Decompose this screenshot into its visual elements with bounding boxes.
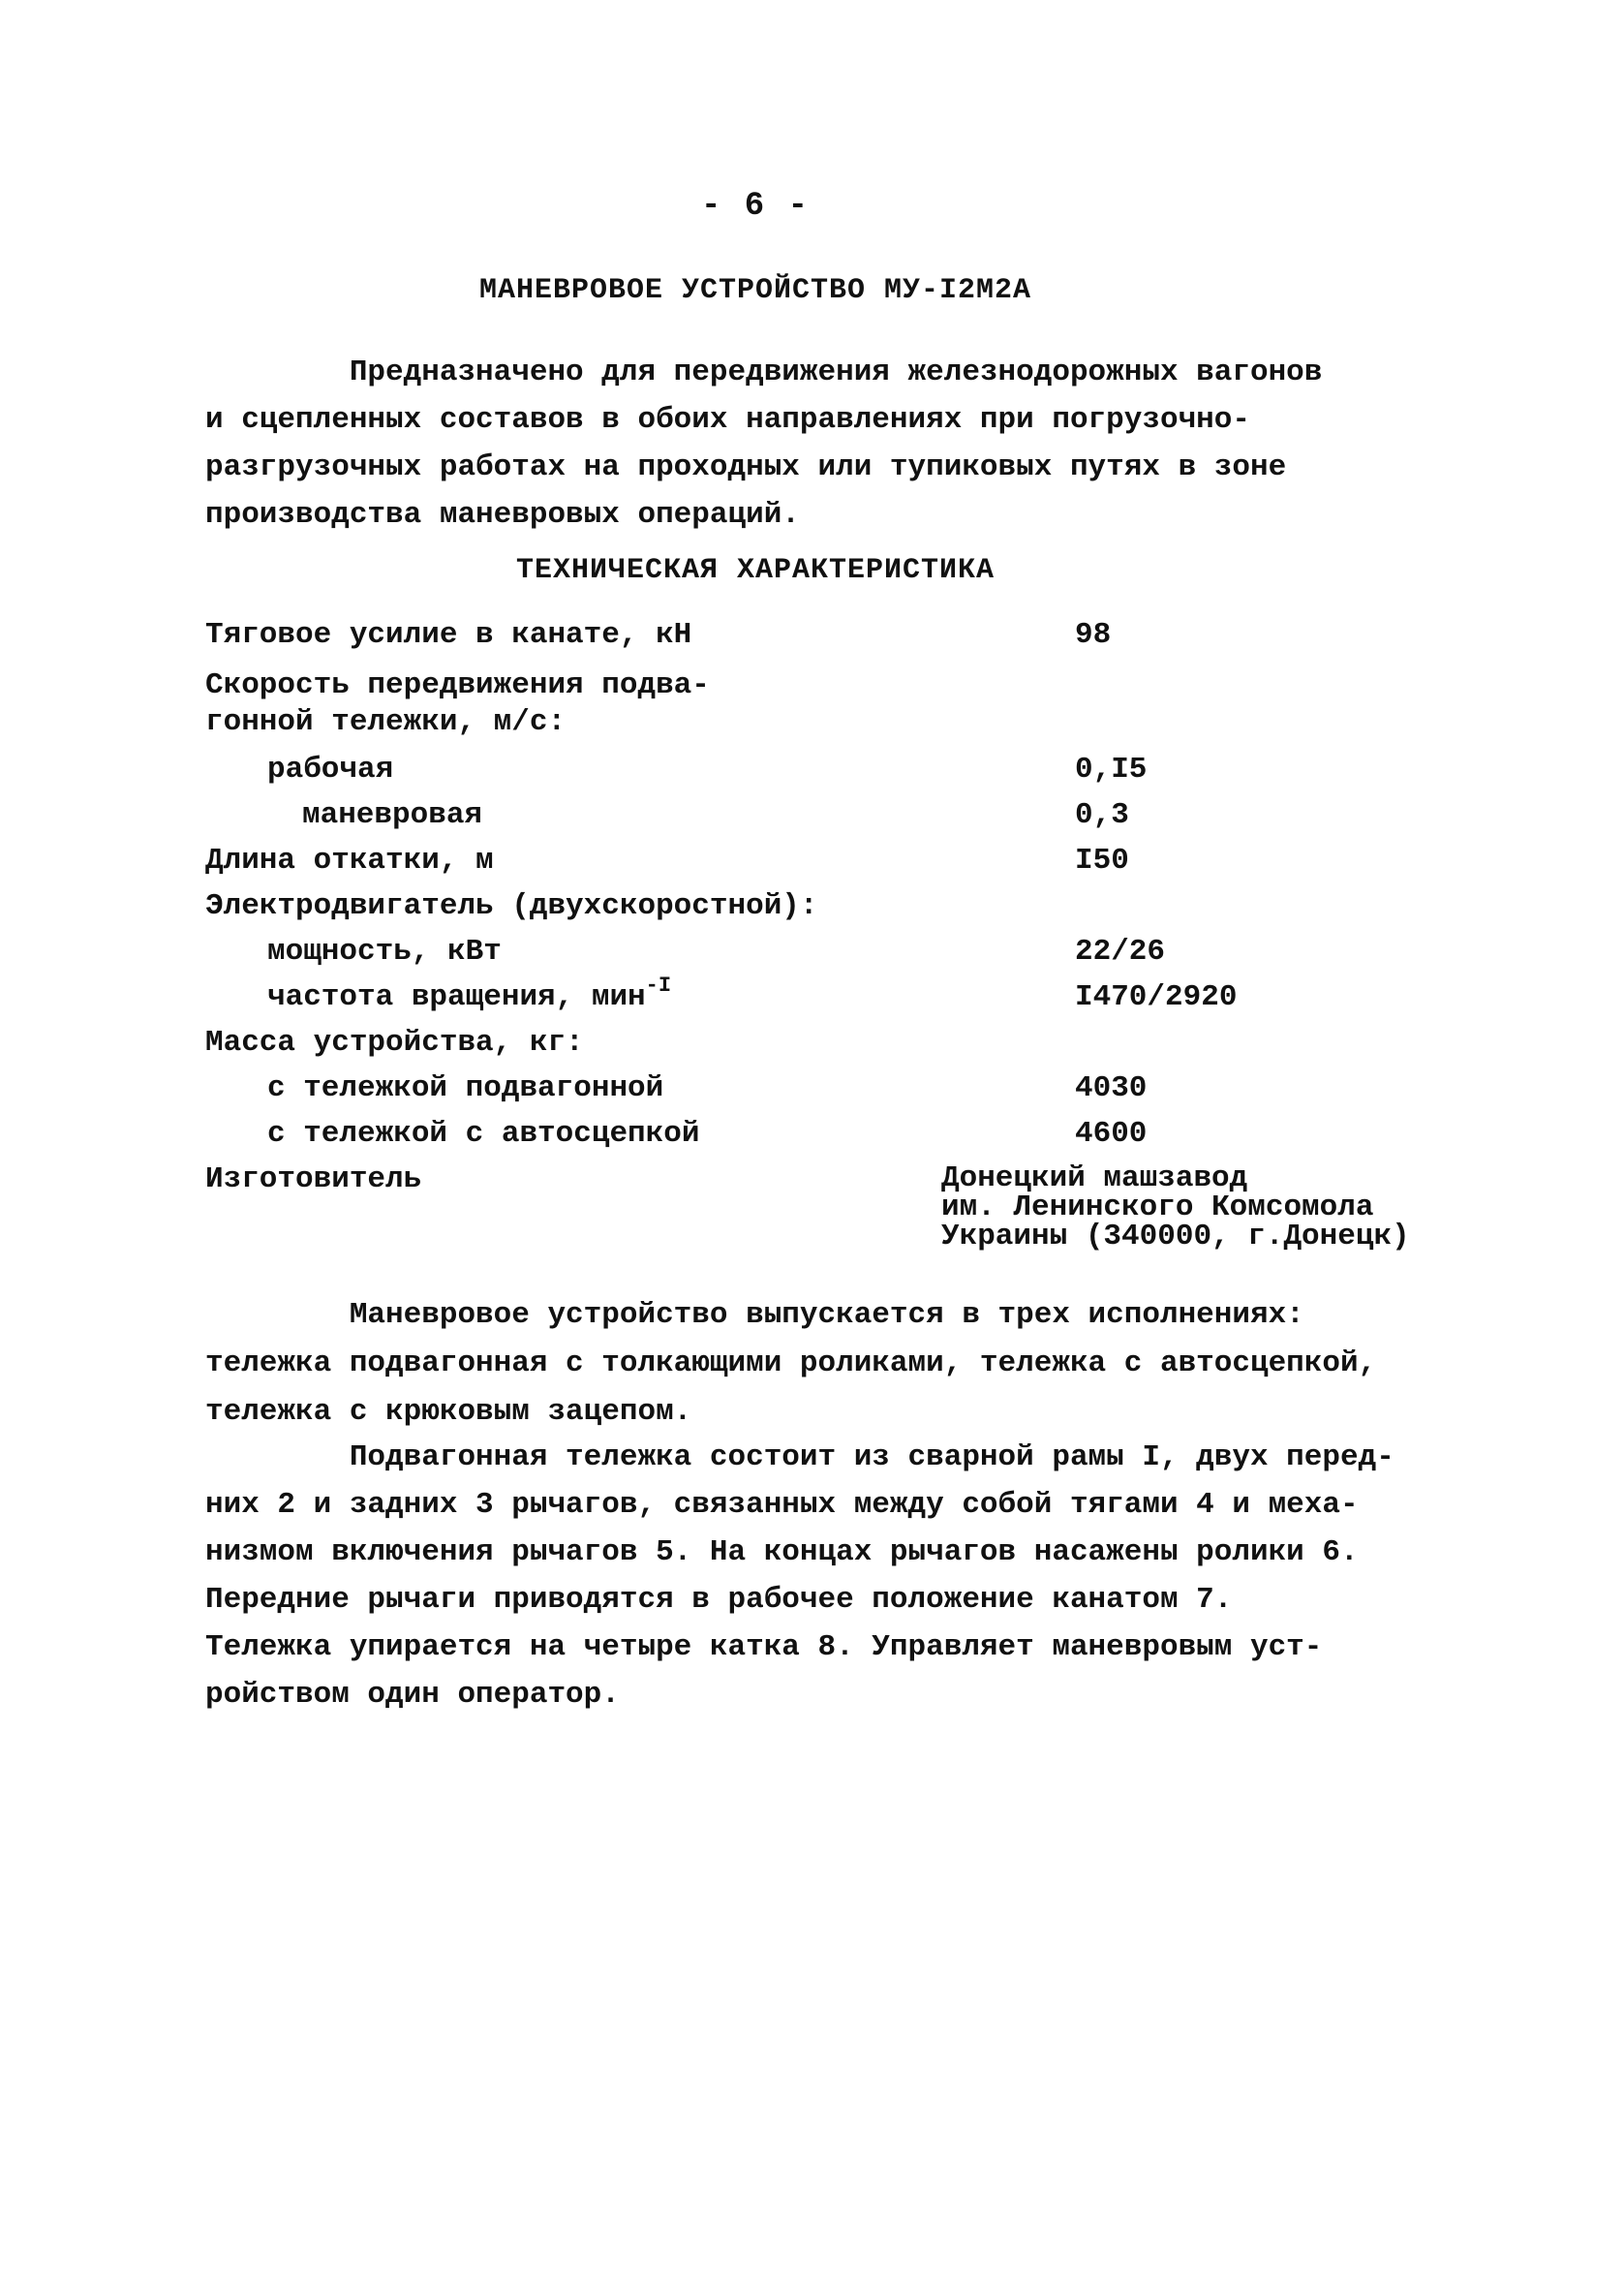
spec-label-line: гонной тележки, м/с:: [205, 705, 567, 739]
document-title: МАНЕВРОВОЕ УСТРОЙСТВО МУ-I2M2A: [478, 274, 1032, 307]
spec-label-line: Скорость передвижения подва-: [205, 668, 710, 702]
spec-row-rpm: [205, 974, 1493, 1020]
spec-row-working-speed: [205, 747, 1493, 792]
paragraph-line: низмом включения рычагов 5. На концах рычагов насажены ролики 6.: [205, 1535, 1359, 1569]
spec-label: [267, 974, 671, 1022]
paragraph-line: них 2 и задних 3 рычагов, связанных между собой тягами 4 и меха-: [205, 1488, 1359, 1522]
paragraph-line: ройством один оператор.: [205, 1678, 620, 1712]
spec-value: 0,3: [1075, 798, 1129, 832]
spec-label: [205, 658, 710, 741]
maker-address: [941, 1161, 1410, 1253]
spec-row-motor: [205, 883, 1493, 929]
spec-value: 4600: [1075, 1117, 1148, 1151]
spec-label: Масса устройства, кг:: [205, 1026, 584, 1060]
spec-row-length: [205, 838, 1493, 883]
maker-line: Украины (340000, г.Донецк): [941, 1220, 1410, 1253]
spec-label: маневровая: [302, 798, 483, 832]
spec-row-mass-under: [205, 1066, 1493, 1111]
paragraph-line: Передние рычаги приводятся в рабочее положение канатом 7.: [205, 1583, 1233, 1617]
spec-value: 4030: [1075, 1071, 1148, 1105]
spec-table: [205, 612, 1493, 1253]
spec-value: 0,I5: [1075, 753, 1148, 787]
spec-label: Изготовитель: [205, 1162, 422, 1196]
spec-row-power: [205, 929, 1493, 974]
versions-paragraph: [205, 1291, 1493, 1437]
paragraph-line: Подвагонная тележка состоит из сварной рамы I, двух перед-: [205, 1440, 1394, 1474]
spec-label: рабочая: [267, 753, 394, 787]
maker-line: им. Ленинского Комсомола: [941, 1191, 1374, 1224]
spec-label: с тележкой с автосцепкой: [267, 1117, 700, 1151]
spec-heading: ТЕХНИЧЕСКАЯ ХАРАКТЕРИСТИКА: [515, 554, 996, 587]
spec-row-mass: [205, 1020, 1493, 1066]
spec-value: I50: [1075, 844, 1129, 878]
intro-line: Предназначено для передвижения железнодорожных вагонов: [205, 356, 1323, 389]
paragraph-line: Маневровое устройство выпускается в трех исполнениях:: [205, 1298, 1304, 1332]
intro-paragraph: [205, 349, 1474, 539]
design-paragraph: [205, 1434, 1493, 1718]
spec-label: мощность, кВт: [267, 935, 502, 969]
spec-value: 98: [1075, 618, 1112, 652]
spec-value: I470/2920: [1075, 980, 1238, 1014]
spec-row-speed: [205, 658, 1493, 747]
spec-label: с тележкой подвагонной: [267, 1071, 664, 1105]
page-number: - 6 -: [700, 188, 811, 225]
paragraph-line: тележка подвагонная с толкающими роликами, тележка с автосцепкой,: [205, 1346, 1377, 1380]
paragraph-line: Тележка упирается на четыре катка 8. Управляет маневровым уст-: [205, 1630, 1323, 1664]
intro-line: и сцепленных составов в обоих направлениях при погрузочно-: [205, 403, 1250, 437]
spec-label: Длина откатки, м: [205, 844, 494, 878]
spec-label: Тяговое усилие в канате, кН: [205, 618, 692, 652]
spec-row-maneuver-speed: [205, 792, 1493, 838]
spec-label: Электродвигатель (двухскоростной):: [205, 889, 818, 923]
spec-row-maker: [205, 1157, 1493, 1253]
superscript: -I: [645, 974, 672, 998]
spec-row-traction: [205, 612, 1493, 658]
intro-line: разгрузочных работах на проходных или тупиковых путях в зоне: [205, 450, 1287, 484]
maker-line: Донецкий машзавод: [941, 1161, 1248, 1195]
paragraph-line: тележка с крюковым зацепом.: [205, 1395, 692, 1429]
spec-value: 22/26: [1075, 935, 1166, 969]
spec-row-mass-auto: [205, 1111, 1493, 1157]
intro-line: производства маневровых операций.: [205, 498, 800, 532]
spec-label-text: частота вращения, мин: [267, 980, 646, 1014]
